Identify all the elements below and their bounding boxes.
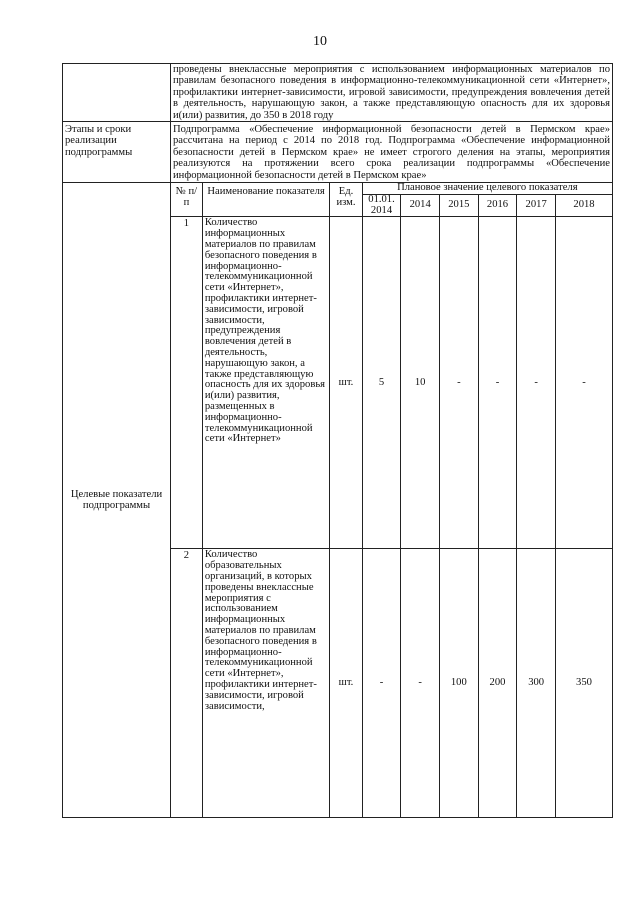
header-period: 01.01. 2014 [362,194,401,217]
continuation-text: проведены внеклассные мероприятия с использованием информационных материалов по правилам безопасного поведения в информационно-телекоммуникационной сети «Интернет», профилактики интернет-зависимости, игровой зависимости, предупреждения вовлечения детей в деятельность, нарушающую закон, а также представляющую опасность для их здоровья и(или) развития, до 350 в 2018 году [171,64,613,122]
indicator-value: 200 [478,549,517,817]
indicator-value: - [440,217,479,549]
header-period: 2017 [517,194,556,217]
indicators-table [171,183,612,817]
indicators-row [63,183,613,818]
indicator-value: - [478,217,517,549]
header-period: 2018 [555,194,612,217]
indicator-num: 1 [171,217,202,549]
indicator-unit: шт. [330,217,362,549]
indicator-unit: шт. [330,549,362,817]
stages-row [63,122,613,183]
indicator-value: 300 [517,549,556,817]
continuation-label-cell [63,64,171,122]
indicator-row [171,549,612,817]
header-num: № п/п [171,183,202,217]
page-number: 10 [313,34,327,49]
indicator-num: 2 [171,549,202,817]
indicator-name: Количество информационных материалов по правилам безопасного поведения в информационно-телекоммуникационной сети «Интернет», профилактики интернет-зависимости, игровой зависимости, предупреждения вовлечения детей в деятельность, нарушающую закон, а также представляющую опасность для их здоровья и(или) развития, размещенных в информационно-телекоммуникационной сети «Интернет» [202,217,329,549]
header-name: Наименование показателя [202,183,329,217]
continuation-row [63,64,613,122]
indicator-value: - [401,549,440,817]
indicator-value: 10 [401,217,440,549]
stages-label: Этапы и сроки реализации подпрограммы [63,122,171,183]
indicator-value: - [362,549,401,817]
indicator-row [171,217,612,549]
header-period: 2015 [440,194,479,217]
indicator-value: 5 [362,217,401,549]
header-period: 2014 [401,194,440,217]
indicator-value: - [555,217,612,549]
passport-table [62,63,613,818]
indicator-value: 350 [555,549,612,817]
indicator-value: - [517,217,556,549]
indicators-label: Целевые показатели подпрограммы [63,183,171,818]
indicators-cell [171,183,613,818]
stages-text: Подпрограмма «Обеспечение информационной безопасности детей в Пермском крае» рассчитана на период с 2014 по 2018 год. Подпрограмма «Обеспечение информационной безопасности детей в Пермском крае» не имеет строгого деления на этапы, мероприятия реализуются на протяжении всего срока реализации подпрограммы «Обеспечение информационной безопасности детей в Пермском крае» [171,122,613,183]
indicator-name: Количество образовательных организаций, в которых проведены внеклассные мероприятия с использованием информационных материалов по правилам безопасного поведения в информационно-телекоммуникационной сети «Интернет», профилактики интернет-зависимости, игровой зависимости, [202,549,329,817]
indicators-header-row [171,183,612,194]
header-unit: Ед. изм. [330,183,362,217]
indicator-value: 100 [440,549,479,817]
header-period: 2016 [478,194,517,217]
header-planned: Плановое значение целевого показателя [362,183,612,194]
